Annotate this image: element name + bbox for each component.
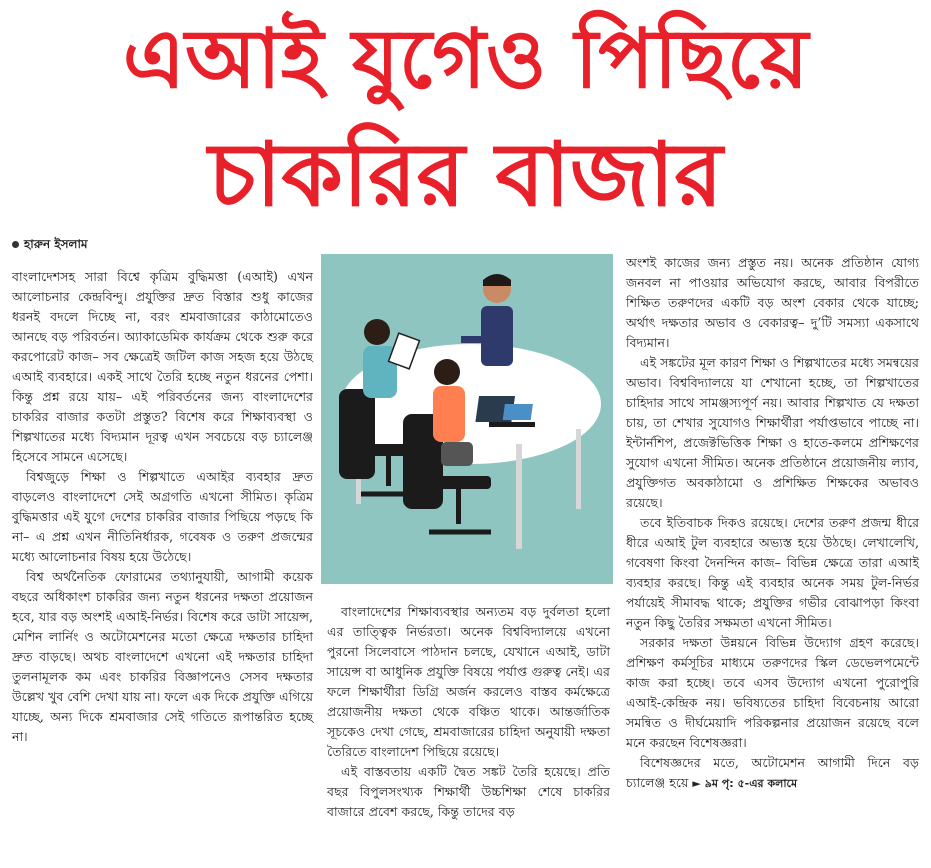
headline xyxy=(0,0,931,250)
article-column-1 xyxy=(12,253,313,747)
paragraph: বাংলাদেশের শিক্ষাব্যবস্থার অন্যতম বড় দুর্বলতা হলো এর তাত্ত্বিক নির্ভরতা। অনেক বিশ্ববিদ্যালয়ে এখনো পুরনো সিলেবাসে পাঠদান চলছে, যেখানে এআই, ডাটা সায়েন্স বা আধুনিক প্রযুক্তি বিষয়ে পর্যাপ্ত গুরুত্ব নেই। এর ফলে শিক্ষার্থীরা ডিগ্রি অর্জন করলেও বাস্তব কর্মক্ষেত্রে প্রয়োজনীয় দক্ষতা থেকে বঞ্চিত থাকে। আন্তর্জাতিক সূচকেও দেখা গেছে, শ্রমবাজারের চাহিদা অনুযায়ী দক্ষতা তৈরিতে বাংলাদেশ পিছিয়ে রয়েছে। xyxy=(327,604,610,759)
article-column-2 xyxy=(327,602,610,822)
bullet-icon xyxy=(12,241,19,248)
paragraph: সরকার দক্ষতা উন্নয়নে বিভিন্ন উদ্যোগ গ্রহণ করেছে। প্রশিক্ষণ কর্মসূচির মাধ্যমে তরুণদের স্কিল ডেভেলপমেন্টে কাজ করা হচ্ছে। তবে এসব উদ্যোগ এখনো পুরোপুরি এআই-কেন্দ্রিক নয়। ভবিষ্যতের চাহিদা বিবেচনায় আরো সমন্বিত ও দীর্ঘমেয়াদি পরিকল্পনার প্রয়োজন রয়েছে বলে মনে করছেন বিশেষজ্ঞরা। xyxy=(626,635,919,750)
last-line-text: বিশেষজ্ঞদের মতে, অটোমেশন আগামী দিনে বড় চ্যালেঞ্জ হয়ে xyxy=(626,755,919,790)
continuation-text: ৯ম পৃ: ৫-এর কলামে xyxy=(704,777,798,790)
continuation-note: ► ৯ম পৃ: ৫-এর কলামে xyxy=(692,777,798,790)
article-column-3 xyxy=(626,253,919,794)
paragraph: বিশ্বজুড়ে শিক্ষা ও শিল্পখাতে এআইর ব্যবহার দ্রুত বাড়লেও বাংলাদেশে সেই অগ্রগতি এখনো সীমিত। কৃত্রিম বুদ্ধিমত্তার এই যুগে দেশের চাকরির বাজার পিছিয়ে পড়ছে কি না– এ প্রশ্ন এখন নীতিনির্ধারক, গবেষক ও তরুণ প্রজন্মের মধ্যে আলোচনার বিষয় হয়ে উঠেছে। xyxy=(12,469,313,564)
paragraph: বাংলাদেশসহ সারা বিশ্বে কৃত্রিম বুদ্ধিমত্তা (এআই) এখন আলোচনার কেন্দ্রবিন্দু। প্রযুক্তির দ্রুত বিস্তার শুধু কাজের ধরনই বদলে দিচ্ছে না, বরং শ্রমবাজারের কাঠামোতেও আনছে বড় পরিবর্তন। অ্যাকাডেমিক কার্যক্রম থেকে শুরু করে করপোরেট কাজ– সব ক্ষেত্রেই জটিল কাজ সহজ হয়ে উঠছে এআই ব্যবহারে। একই সাথে তৈরি হচ্ছে নতুন ধরনের পেশা। কিন্তু প্রশ্ন রয়ে যায়– এই পরিবর্তনের জন্য বাংলাদেশের চাকরির বাজার কতটা প্রস্তুত? বিশেষ করে শিক্ষাব্যবস্থা ও শিল্পখাতের মধ্যে বিদ্যমান দূরত্ব এখন সবচেয়ে বড় চ্যালেঞ্জ হিসেবে সামনে এসেছে। xyxy=(12,269,313,464)
paragraph: বিশ্ব অর্থনৈতিক ফোরামের তথ্যানুযায়ী, আগামী কয়েক বছরে অধিকাংশ চাকরির জন্য নতুন ধরনের দক্ষতা প্রয়োজন হবে, যার বড় অংশই এআই-নির্ভর। বিশেষ করে ডাটা সায়েন্স, মেশিন লার্নিং ও অটোমেশনের মতো ক্ষেত্রে দক্ষতার চাহিদা দ্রুত বাড়ছে। অথচ বাংলাদেশে এখনো এই দক্ষতার চাহিদা তুলনামূলক কম এবং চাকরির বিজ্ঞাপনেও সেসব দক্ষতার উল্লেখ খুব বেশি দেখা যায় না। ফলে এক দিকে প্রযুক্তি এগিয়ে যাচ্ছে, অন্য দিকে শ্রমবাজার সেই গতিতে রূপান্তরিত হচ্ছে না। xyxy=(12,569,313,744)
headline-line-1: এআই যুগেও পিছিয়ে xyxy=(122,12,809,107)
paragraph: অংশই কাজের জন্য প্রস্তুত নয়। অনেক প্রতিষ্ঠান যোগ্য জনবল না পাওয়ার অভিযোগ করছে, আবার বিপরীতে শিক্ষিত তরুণদের একটি বড় অংশ বেকার থেকে যাচ্ছে; অর্থাৎ দক্ষতার অভাব ও বেকারত্ব– দু’টি সমস্যা একসাথে বিদ্যমান। xyxy=(626,255,919,350)
paragraph-last xyxy=(626,753,919,794)
article-illustration xyxy=(321,254,613,584)
paragraph: তবে ইতিবাচক দিকও রয়েছে। দেশের তরুণ প্রজন্ম ধীরে ধীরে এআই টুল ব্যবহারে অভ্যস্ত হয়ে উঠছে। লেখালেখি, গবেষণা কিংবা দৈনন্দিন কাজ– বিভিন্ন ক্ষেত্রে তারা এআই ব্যবহার করছে। কিন্তু এই ব্যবহার অনেক সময় টুল-নির্ভর পর্যায়েই সীমাবদ্ধ থাকে; প্রযুক্তির গভীর বোঝাপড়া কিংবা নতুন কিছু তৈরির সক্ষমতা এখনো সীমিত। xyxy=(626,515,919,630)
paragraph: এই বাস্তবতায় একটি দ্বৈত সঙ্কট তৈরি হয়েছে। প্রতি বছর বিপুলসংখ্যক শিক্ষার্থী উচ্চশিক্ষা শেষে চাকরির বাজারে প্রবেশ করছে, কিন্তু তাদের বড় xyxy=(327,764,610,819)
author-name: হারুন ইসলাম xyxy=(24,237,88,251)
paragraph: এই সঙ্কটের মূল কারণ শিক্ষা ও শিল্পখাতের মধ্যে সমন্বয়ের অভাব। বিশ্ববিদ্যালয়ে যা শেখানো হচ্ছে, তা শিল্পখাতের চাহিদার সাথে সামঞ্জস্যপূর্ণ নয়। আবার শিল্পখাত যে দক্ষতা চায়, তা শেখার সুযোগও শিক্ষার্থীরা পর্যাপ্তভাবে পাচ্ছে না। ইন্টার্নশিপ, প্রজেক্টভিত্তিক শিক্ষা ও হাতে-কলমে প্রশিক্ষণের সুযোগ এখনো সীমিত। অনেক প্রতিষ্ঠানে প্রয়োজনীয় ল্যাব, প্রযুক্তিগত অবকাঠামো ও প্রশিক্ষিত শিক্ষকের অভাবও রয়েছে। xyxy=(626,355,919,510)
headline-line-2: চাকরির বাজার xyxy=(208,123,723,226)
